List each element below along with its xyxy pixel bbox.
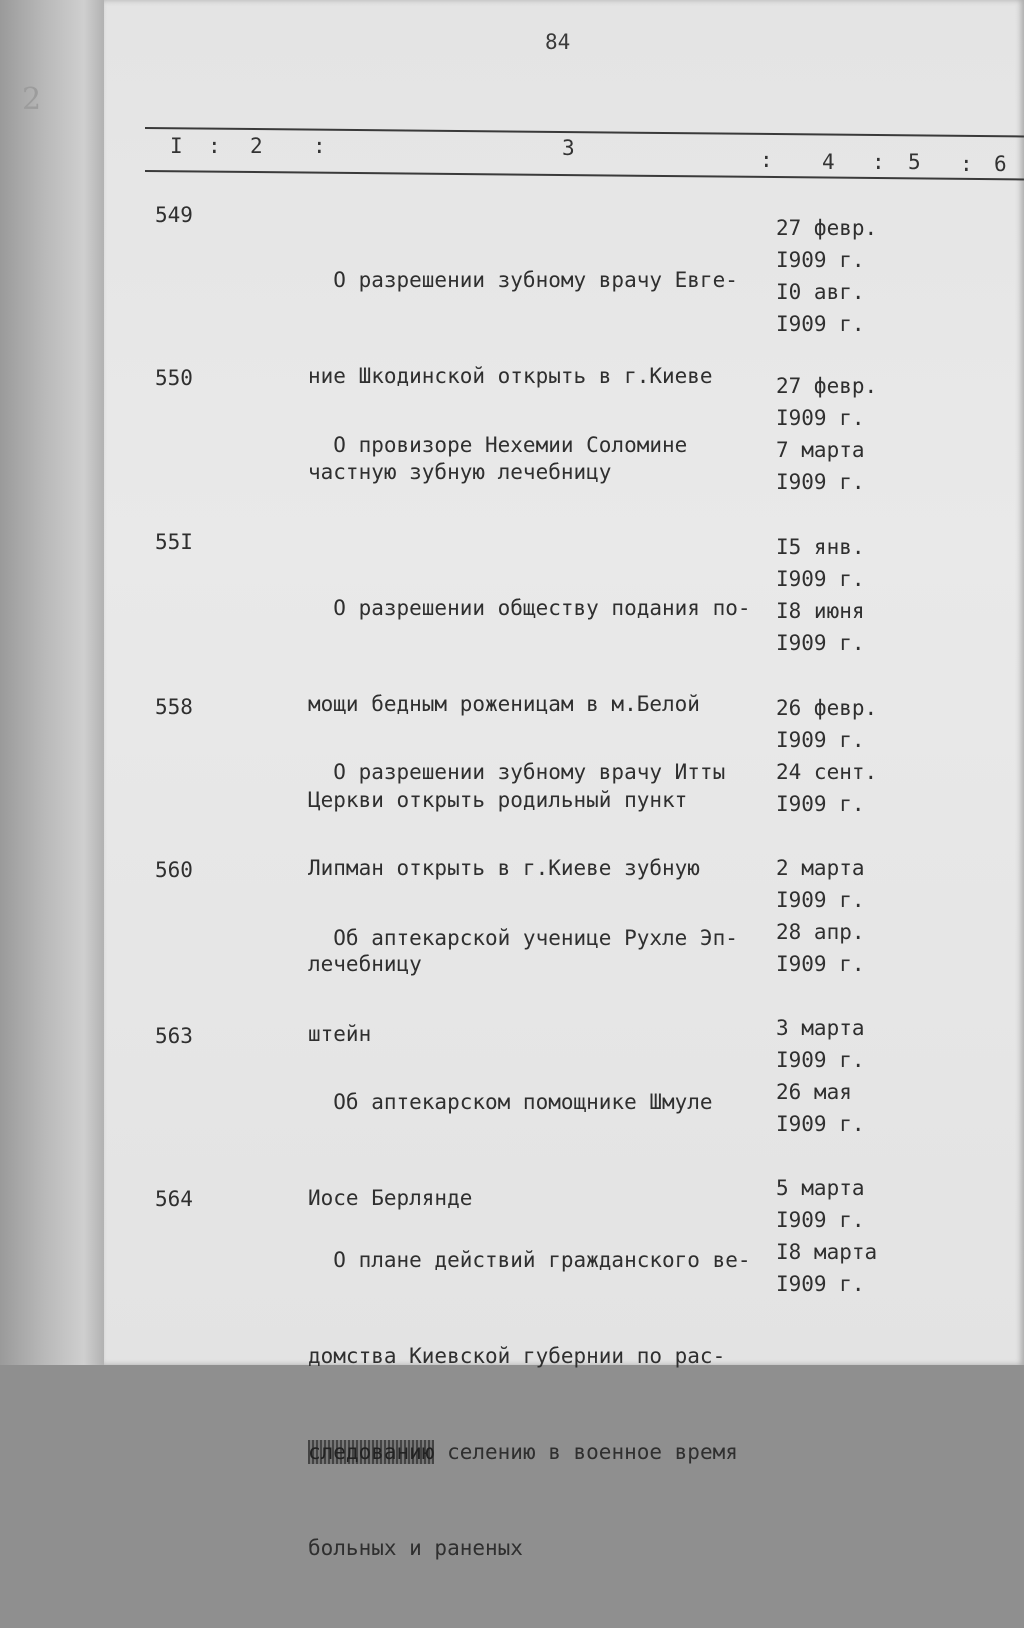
header-sep: : [208, 134, 221, 158]
description-line: мощи бедным роженицам в м.Белой [308, 692, 700, 716]
header-sep: : [760, 148, 773, 172]
entry-dates [776, 370, 877, 498]
entry-dates [776, 1012, 865, 1140]
header-col-4: 4 [822, 150, 835, 174]
page-number: 84 [545, 30, 571, 54]
entry-dates [776, 212, 877, 340]
end-year: I909 г. [776, 312, 865, 336]
entry-dates [776, 1172, 877, 1300]
entry-description [308, 365, 768, 525]
end-year: I909 г. [776, 470, 865, 494]
entry-dates [776, 531, 865, 659]
description-line: Иосе Берлянде [308, 1186, 473, 1210]
end-year: I909 г. [776, 952, 865, 976]
header-sep: : [960, 152, 973, 176]
start-year: I909 г. [776, 406, 865, 430]
header-col-1: I [170, 134, 183, 158]
start-year: I909 г. [776, 888, 865, 912]
end-date: 7 марта [776, 438, 865, 462]
entry-number: 549 [155, 203, 193, 227]
description-line: О плане действий гражданского ве- [308, 1248, 751, 1272]
entry-number: 550 [155, 366, 193, 390]
end-date: I8 марта [776, 1240, 878, 1264]
header-col-2: 2 [250, 134, 263, 158]
header-sep: : [313, 134, 326, 158]
description-line: Церкви открыть родильный пункт [308, 788, 688, 812]
description-line: домства Киевской губернии по рас- [308, 1344, 726, 1368]
start-year: I909 г. [776, 567, 865, 591]
header-col-5: 5 [908, 150, 921, 174]
end-year: I909 г. [776, 792, 865, 816]
entry-number: 564 [155, 1187, 193, 1211]
header-col-6: 6 [994, 152, 1007, 176]
header-col-3: 3 [562, 136, 575, 160]
description-line: О разрешении зубному врачу Евге- [308, 268, 738, 292]
description-line: О провизоре Нехемии Соломине [308, 433, 688, 457]
description-line: селению в военное время [447, 1440, 738, 1464]
start-year: I909 г. [776, 1048, 865, 1072]
entry-dates [776, 692, 877, 820]
start-date: 2 марта [776, 856, 865, 880]
end-date: I0 авг. [776, 280, 865, 304]
end-year: I909 г. [776, 1112, 865, 1136]
description-line: Липман открыть в г.Киеве зубную [308, 856, 700, 880]
entry-number: 558 [155, 695, 193, 719]
book-binding [0, 0, 112, 1365]
binding-mark: 2 [22, 82, 42, 117]
description-line: О разрешении обществу подания по- [308, 596, 751, 620]
end-year: I909 г. [776, 1272, 865, 1296]
struck-through-word: следованию [308, 1440, 435, 1464]
header-sep: : [872, 150, 885, 174]
end-year: I909 г. [776, 631, 865, 655]
description-line: штейн [308, 1022, 372, 1046]
start-year: I909 г. [776, 248, 865, 272]
end-date: 28 апр. [776, 920, 865, 944]
start-date: 3 марта [776, 1016, 865, 1040]
description-line: О разрешении зубному врачу Итты [308, 760, 726, 784]
start-date: 27 февр. [776, 216, 878, 240]
entry-number: 55I [155, 530, 193, 554]
entry-description [308, 1180, 768, 1628]
description-line: больных и раненых [308, 1536, 523, 1560]
entry-number: 560 [155, 858, 193, 882]
description-line: частную зубную лечебницу [308, 460, 612, 484]
end-date: 26 мая [776, 1080, 852, 1104]
end-date: I8 июня [776, 599, 865, 623]
start-date: 27 февр. [776, 374, 878, 398]
end-date: 24 сент. [776, 760, 878, 784]
start-date: I5 янв. [776, 535, 865, 559]
description-line: ние Шкодинской открыть в г.Киеве [308, 364, 713, 388]
start-year: I909 г. [776, 728, 865, 752]
description-line-with-correction [308, 1436, 768, 1468]
start-date: 5 марта [776, 1176, 865, 1200]
description-line: Об аптекарском помощнике Шмуле [308, 1090, 713, 1114]
entry-dates [776, 852, 865, 980]
description-line: лечебницу [308, 952, 422, 976]
start-year: I909 г. [776, 1208, 865, 1232]
description-line: Об аптекарской ученице Рухле Эп- [308, 926, 738, 950]
start-date: 26 февр. [776, 696, 878, 720]
entry-number: 563 [155, 1024, 193, 1048]
